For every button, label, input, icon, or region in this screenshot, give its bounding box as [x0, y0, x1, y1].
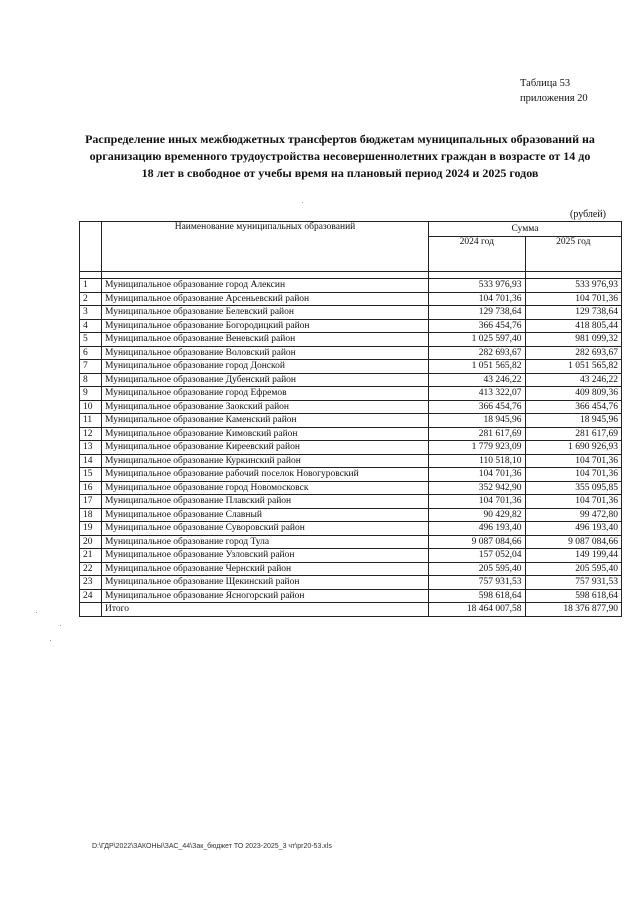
row-number: 11	[80, 414, 102, 428]
scan-speck	[36, 612, 37, 613]
row-amount-2024: 496 193,40	[429, 522, 526, 536]
table-row	[80, 333, 622, 347]
header-year-2024: 2024 год	[429, 237, 526, 272]
table-row	[80, 414, 622, 428]
table-row	[80, 468, 622, 482]
table-row	[80, 360, 622, 374]
row-number: 5	[80, 333, 102, 347]
row-amount-2025: 496 193,40	[525, 522, 622, 536]
row-municipality-name: Муниципальное образование Суворовский район	[102, 522, 429, 536]
total-label: Итого	[102, 603, 429, 617]
row-number: 21	[80, 549, 102, 563]
row-amount-2025: 409 809,36	[525, 387, 622, 401]
document-title	[70, 131, 610, 182]
row-amount-2024: 366 454,76	[429, 319, 526, 333]
table-row	[80, 279, 622, 293]
row-amount-2024: 533 976,93	[429, 279, 526, 293]
row-amount-2024: 281 617,69	[429, 427, 526, 441]
row-municipality-name: Муниципальное образование Славный	[102, 508, 429, 522]
row-number: 20	[80, 535, 102, 549]
row-number: 16	[80, 481, 102, 495]
row-amount-2025: 355 095,85	[525, 481, 622, 495]
row-amount-2025: 282 693,67	[525, 346, 622, 360]
row-amount-2025: 129 738,64	[525, 306, 622, 320]
scan-speck	[302, 202, 303, 203]
row-municipality-name: Муниципальное образование Каменский район	[102, 414, 429, 428]
file-path-footer: D:\ГДР\2022\ЗАКОНЫ\ЗАС_44\Зак_бюджет ТО 2023-2025_3 чт\pr20-53.xls	[92, 843, 332, 850]
row-municipality-name: Муниципальное образование рабочий поселок Новогуровский	[102, 468, 429, 482]
row-municipality-name: Муниципальное образование Чернский район	[102, 562, 429, 576]
row-number: 18	[80, 508, 102, 522]
row-amount-2024: 104 701,36	[429, 468, 526, 482]
row-amount-2024: 1 779 923,09	[429, 441, 526, 455]
table-row	[80, 454, 622, 468]
row-amount-2024: 413 322,07	[429, 387, 526, 401]
row-municipality-name: Муниципальное образование Веневский район	[102, 333, 429, 347]
row-amount-2024: 104 701,36	[429, 495, 526, 509]
row-number: 3	[80, 306, 102, 320]
row-municipality-name: Муниципальное образование город Донской	[102, 360, 429, 374]
row-amount-2024: 110 518,10	[429, 454, 526, 468]
title-line-2: организацию временного трудоустройства несовершеннолетних граждан в возрасте от 14 до	[89, 149, 591, 163]
row-amount-2024: 9 087 084,66	[429, 535, 526, 549]
row-amount-2025: 9 087 084,66	[525, 535, 622, 549]
table-body	[80, 272, 622, 617]
row-amount-2025: 981 099,32	[525, 333, 622, 347]
row-number: 8	[80, 373, 102, 387]
table-row	[80, 441, 622, 455]
table-row	[80, 589, 622, 603]
row-municipality-name: Муниципальное образование Заокский район	[102, 400, 429, 414]
row-amount-2024: 1 025 597,40	[429, 333, 526, 347]
row-amount-2025: 1 051 565,82	[525, 360, 622, 374]
distribution-table	[79, 221, 622, 617]
table-row	[80, 427, 622, 441]
row-amount-2024: 352 942,90	[429, 481, 526, 495]
header-year-2025: 2025 год	[525, 237, 622, 272]
row-municipality-name: Муниципальное образование Ясногорский район	[102, 589, 429, 603]
row-number: 23	[80, 576, 102, 590]
header-number-cell	[80, 222, 102, 272]
row-amount-2024: 282 693,67	[429, 346, 526, 360]
row-amount-2025: 598 618,64	[525, 589, 622, 603]
row-amount-2024: 757 931,53	[429, 576, 526, 590]
table-row	[80, 576, 622, 590]
row-amount-2024: 1 051 565,82	[429, 360, 526, 374]
header-name: Наименование муниципальных образований	[102, 222, 429, 272]
table-row	[80, 306, 622, 320]
row-number: 22	[80, 562, 102, 576]
row-number: 24	[80, 589, 102, 603]
row-number: 7	[80, 360, 102, 374]
table-row	[80, 481, 622, 495]
table-row	[80, 387, 622, 401]
row-amount-2025: 104 701,36	[525, 454, 622, 468]
row-municipality-name: Муниципальное образование Плавский район	[102, 495, 429, 509]
title-line-3: 18 лет в свободное от учебы время на плановый период 2024 и 2025 годов	[141, 166, 539, 180]
row-number: 1	[80, 279, 102, 293]
currency-unit: (рублей)	[570, 209, 607, 220]
row-number: 15	[80, 468, 102, 482]
row-municipality-name: Муниципальное образование город Ефремов	[102, 387, 429, 401]
row-amount-2025: 18 945,96	[525, 414, 622, 428]
total-amount-2025: 18 376 877,90	[525, 603, 622, 617]
table-row	[80, 319, 622, 333]
row-number: 9	[80, 387, 102, 401]
row-amount-2025: 366 454,76	[525, 400, 622, 414]
reference-appendix: приложения 20	[520, 93, 588, 104]
total-amount-2024: 18 464 007,58	[429, 603, 526, 617]
row-amount-2024: 157 052,04	[429, 549, 526, 563]
row-amount-2024: 18 945,96	[429, 414, 526, 428]
row-amount-2025: 43 246,22	[525, 373, 622, 387]
table-row	[80, 292, 622, 306]
row-amount-2025: 418 805,44	[525, 319, 622, 333]
row-municipality-name: Муниципальное образование Киреевский район	[102, 441, 429, 455]
row-municipality-name: Муниципальное образование Богородицкий район	[102, 319, 429, 333]
row-municipality-name: Муниципальное образование Узловский район	[102, 549, 429, 563]
table-row	[80, 508, 622, 522]
row-amount-2025: 1 690 926,93	[525, 441, 622, 455]
row-amount-2024: 43 246,22	[429, 373, 526, 387]
row-municipality-name: Муниципальное образование город Новомосковск	[102, 481, 429, 495]
row-amount-2025: 99 472,80	[525, 508, 622, 522]
row-amount-2024: 366 454,76	[429, 400, 526, 414]
row-amount-2025: 104 701,36	[525, 468, 622, 482]
row-number: 12	[80, 427, 102, 441]
spacer-row	[80, 272, 622, 279]
row-number: 17	[80, 495, 102, 509]
row-number: 13	[80, 441, 102, 455]
table-row	[80, 522, 622, 536]
scan-speck	[50, 640, 51, 641]
row-municipality-name: Муниципальное образование Белевский район	[102, 306, 429, 320]
row-amount-2024: 205 595,40	[429, 562, 526, 576]
row-amount-2025: 757 931,53	[525, 576, 622, 590]
row-municipality-name: Муниципальное образование город Алексин	[102, 279, 429, 293]
row-number: 2	[80, 292, 102, 306]
total-number-cell	[80, 603, 102, 617]
row-municipality-name: Муниципальное образование Воловский район	[102, 346, 429, 360]
row-number: 19	[80, 522, 102, 536]
row-municipality-name: Муниципальное образование Куркинский район	[102, 454, 429, 468]
row-amount-2025: 533 976,93	[525, 279, 622, 293]
row-amount-2024: 90 429,82	[429, 508, 526, 522]
row-amount-2025: 149 199,44	[525, 549, 622, 563]
row-number: 10	[80, 400, 102, 414]
row-amount-2025: 281 617,69	[525, 427, 622, 441]
title-line-1: Распределение иных межбюджетных трансфертов бюджетам муниципальных образований на	[85, 132, 595, 146]
header-sum: Сумма	[429, 222, 622, 237]
row-municipality-name: Муниципальное образование город Тула	[102, 535, 429, 549]
table-row	[80, 346, 622, 360]
row-amount-2024: 104 701,36	[429, 292, 526, 306]
table-reference	[520, 76, 588, 106]
total-row	[80, 603, 622, 617]
row-municipality-name: Муниципальное образование Кимовский район	[102, 427, 429, 441]
row-amount-2025: 104 701,36	[525, 495, 622, 509]
row-amount-2024: 129 738,64	[429, 306, 526, 320]
row-number: 14	[80, 454, 102, 468]
row-municipality-name: Муниципальное образование Дубенский район	[102, 373, 429, 387]
row-municipality-name: Муниципальное образование Арсеньевский район	[102, 292, 429, 306]
row-amount-2024: 598 618,64	[429, 589, 526, 603]
table-row	[80, 495, 622, 509]
row-number: 4	[80, 319, 102, 333]
row-number: 6	[80, 346, 102, 360]
scan-speck	[60, 625, 61, 626]
reference-table-number: Таблица 53	[520, 78, 571, 89]
table-row	[80, 535, 622, 549]
table-row	[80, 400, 622, 414]
row-amount-2025: 205 595,40	[525, 562, 622, 576]
table-row	[80, 562, 622, 576]
table-row	[80, 549, 622, 563]
table-row	[80, 373, 622, 387]
row-municipality-name: Муниципальное образование Щекинский район	[102, 576, 429, 590]
row-amount-2025: 104 701,36	[525, 292, 622, 306]
